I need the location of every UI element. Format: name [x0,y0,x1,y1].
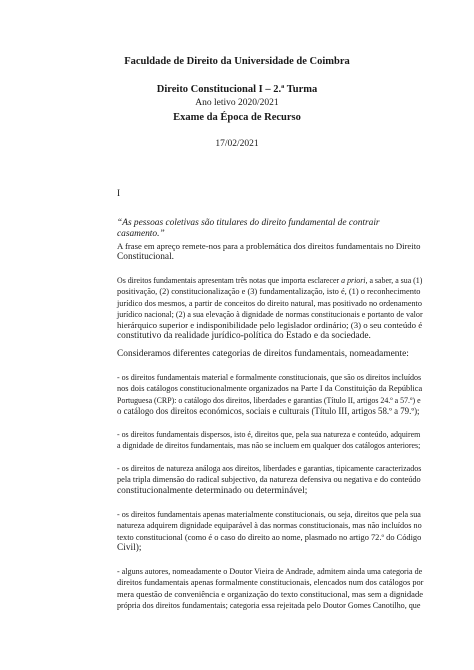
text-line: nos dois catálogos constitucionalmente organizados na Parte I da Constituição da República [117,384,423,394]
text-line: Consideramos diferentes categorias de direitos fundamentais, nomeadamente: [117,349,409,359]
text-line: jurídico dos mesmos, a partir de conceitos do direito natural, mas positivado no ordenamento [117,298,422,308]
quote-statement: “As pessoas coletivas são titulares do direito fundamental de contrair casamento.” [117,218,380,240]
exam-title: Exame da Época de Recurso [173,112,301,123]
text-line: natureza adquirem dignidade equiparável à das normas constitucionais, mas não incluídos no [117,521,422,531]
text-line: positivação, (2) constitucionalização e (3) fundamentalização, isto é, (1) o reconhecimento [117,287,421,297]
list-item-material-only [117,509,423,554]
text-line: - os direitos fundamentais material e formalmente constitucionais, que são os direitos incluídos [117,373,422,382]
text-line: jurídico nacional; (2) a sua elevação à dignidade de normas constitucionais e portanto de valor [117,309,423,319]
text-line: Constitucional. [117,252,175,263]
text-line: A frase em apreço remete-nos para a problemática dos direitos fundamentais no Direito [117,241,421,251]
text-line: constitutivo da realidade jurídico-política do Estado e da sociedade. [117,331,371,342]
academic-year: Ano letivo 2020/2021 [195,98,279,108]
text-line: pela tripla dimensão do radical subjectivo, da natureza defensiva ou negativa e do conteúdo [117,475,421,485]
text-line: Civil); [117,542,142,553]
text-line: Portuguesa (CRP): o catálogo dos direitos, liberdades e garantias (Título II, artigos 24.º a 57.º) e [117,395,421,405]
course-heading: Direito Constitucional I – 2.ª Turma [156,84,318,95]
paragraph-three-notes [117,275,423,343]
paragraph-intro [117,241,423,264]
text-line: - os direitos de natureza análoga aos direitos, liberdades e garantias, tipicamente caracterizados [117,464,422,473]
text-line: texto constitucional (como é o caso do direito ao nome, plasmado no artigo 72.º do Código [117,532,422,542]
paragraph-categories [117,349,423,360]
text-line: hierárquico superior e indisponibilidade pelo legislador ordinário; (3) o seu conteúdo é [117,320,423,331]
text-line: mera questão de conveniência e organização do texto constitucional, mas sem a dignidade [117,588,423,599]
text-line: o catálogo dos direitos económicos, sociais e culturais (Título III, artigos 58.º a 79.º); [117,405,420,416]
italic-phrase: a priori [341,276,366,285]
list-item-formal-only [117,566,423,611]
text-line: própria dos direitos fundamentais; categoria essa rejeitada pelo Doutor Gomes Canotilho, que [117,600,421,610]
text-line: - os direitos fundamentais apenas materialmente constitucionais, ou seja, direitos que pela sua [117,510,421,519]
list-item-dispersed [117,429,423,452]
text-line: a dignidade de direitos fundamentais, mas não se incluem em qualquer dos catálogos anteriores; [117,441,421,451]
text-line: constitucionalmente determinado ou determinável; [117,485,308,496]
text-line: - alguns autores, nomeadamente o Doutor Vieira de Andrade, admitem ainda uma categoria de [117,567,423,576]
text-line: direitos fundamentais apenas formalmente constitucionais, elencados num dos catálogos por [117,578,424,588]
list-item-material-formal [117,372,423,417]
text-line: Os direitos fundamentais apresentam três notas que importa esclarecer a priori, a saber, a sua (1) [117,276,423,285]
exam-date: 17/02/2021 [215,139,259,149]
text-line: - os direitos fundamentais dispersos, isto é, direitos que, pela sua natureza e conteúdo, adquirem [117,430,421,439]
list-item-analogous [117,463,423,497]
section-number: I [117,189,121,199]
faculty-heading: Faculdade de Direito da Universidade de Coimbra [124,56,350,67]
